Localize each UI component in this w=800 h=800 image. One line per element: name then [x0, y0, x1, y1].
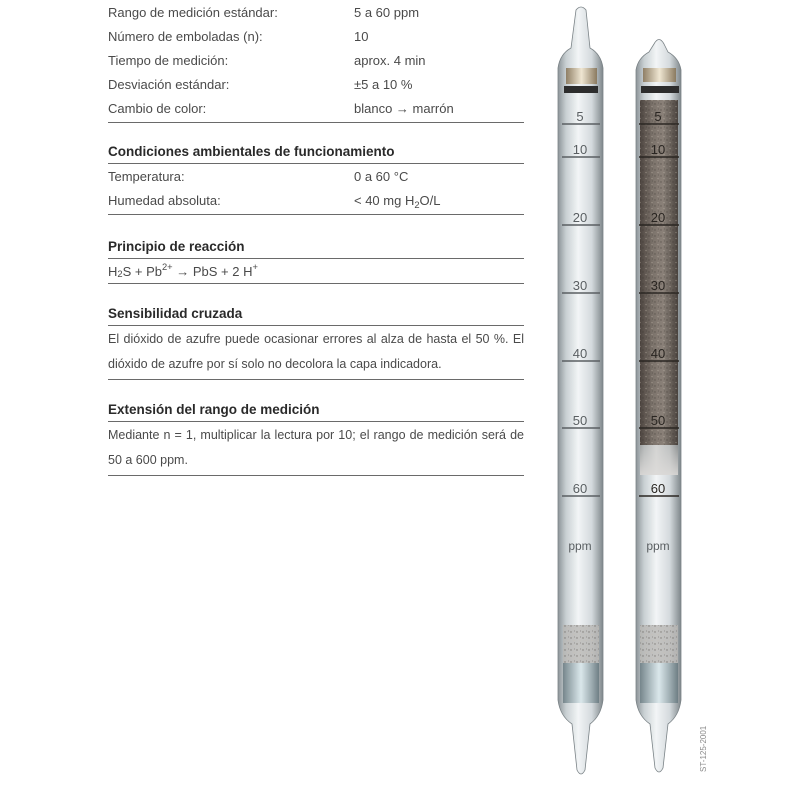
scale-label: 40 [572, 346, 588, 361]
humidity-label: Humedad absoluta: [108, 192, 221, 208]
scale-label: 20 [572, 210, 588, 225]
unit-label: ppm [646, 539, 670, 553]
scale-label: 60 [572, 481, 588, 496]
scale-label: 50 [572, 413, 588, 428]
range-extension-heading: Extensión del rango de medición [108, 402, 320, 417]
scale-label: 5 [654, 109, 662, 124]
used-tube [636, 40, 681, 773]
spec-label: Tiempo de medición: [108, 52, 229, 68]
spec-value: aprox. 4 min [354, 52, 426, 68]
scale-label: 60 [650, 481, 666, 496]
reaction-heading: Principio de reacción [108, 239, 245, 254]
spec-label: Rango de medición estándar: [108, 4, 278, 20]
spec-value: blanco → marrón [354, 100, 454, 116]
conditions-heading: Condiciones ambientales de funcionamiento [108, 144, 395, 159]
spec-value: ±5 a 10 % [354, 76, 413, 92]
scale-label: 20 [650, 210, 666, 225]
scale-label: 30 [650, 278, 666, 293]
range-extension-text: Mediante n = 1, multiplicar la lectura por 10; el rango de medición será de 50 a 600 ppm. [108, 428, 524, 467]
unused-tube [558, 7, 603, 774]
scale-label: 10 [572, 142, 588, 157]
spec-label: Desviación estándar: [108, 76, 230, 92]
scale-label: 30 [572, 278, 588, 293]
scale-label: 10 [650, 142, 666, 157]
temperature-value: 0 a 60 °C [354, 168, 409, 184]
humidity-value: < 40 mg $H_2O/L$ [354, 192, 441, 210]
cross-sensitivity-heading: Sensibilidad cruzada [108, 306, 243, 321]
spec-label: Número de emboladas (n): [108, 28, 263, 44]
scale-label: 40 [650, 346, 666, 361]
spec-value: 5 a 60 ppm [354, 4, 420, 20]
scale-label: 5 [576, 109, 584, 124]
spec-label: Cambio de color: [108, 100, 207, 116]
temperature-label: Temperatura: [108, 168, 185, 184]
scale-label: 50 [650, 413, 666, 428]
unit-label: ppm [568, 539, 592, 553]
reaction-formula: H 2 S + Pb 2+ → PbS + 2 H + [108, 262, 258, 280]
spec-value: 10 [354, 28, 369, 44]
image-code: ST-125-2001 [699, 725, 708, 772]
cross-sensitivity-text: El dióxido de azufre puede ocasionar errores al alza de hasta el 50 %. El dióxido de azufre por sí solo no decolora la capa indicadora. [108, 332, 524, 371]
